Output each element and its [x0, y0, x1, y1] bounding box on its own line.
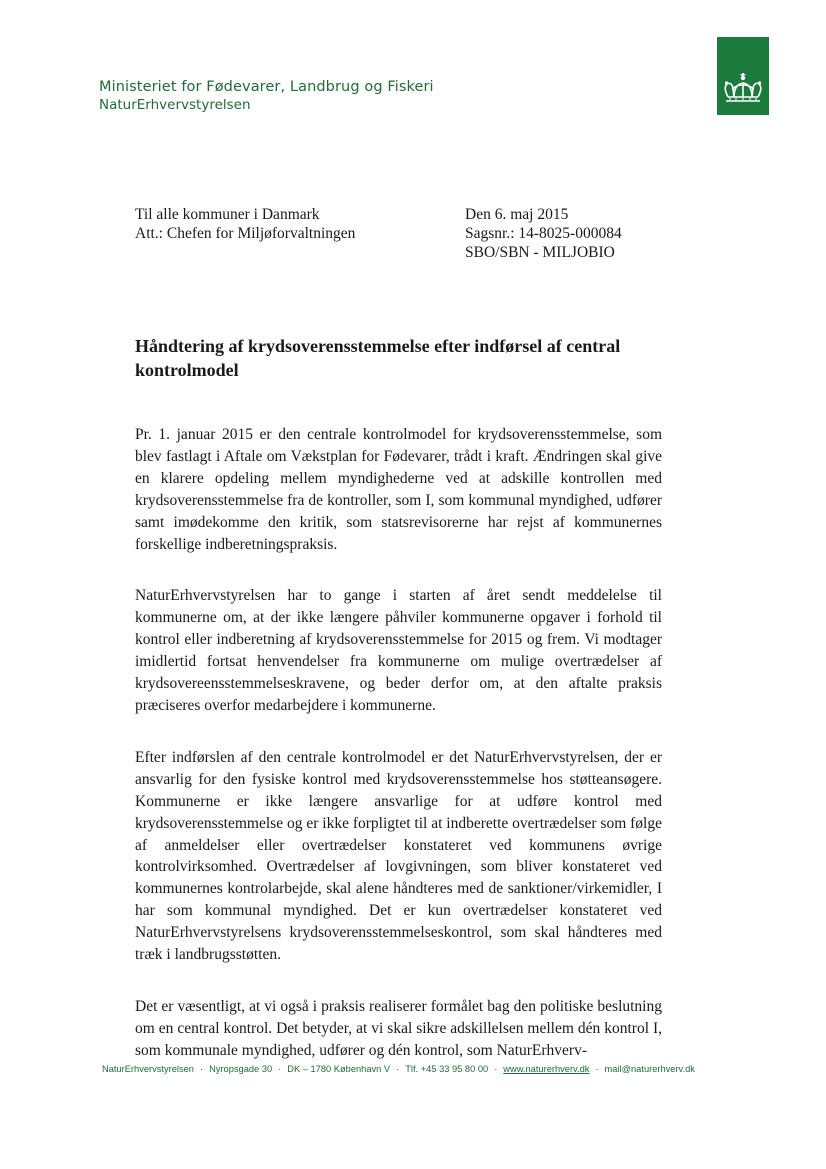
paragraph: Efter indførslen af den centrale kontrolmodel er det NaturErhvervstyrelsen, der er ansvarlig for den fysiske kontrol med krydsoverensstemmelse hos støtteansøgere. Kommunerne er ikke længere ansvarlige for at udføre kontrol med krydsoverensstemmelse og er ikke forpligtet til at indberette overtrædelser som følge af anmeldelser eller overtrædelser konstateret ved kommunens øvrige kontrolvirksomhed. Overtrædelser af lovgivningen, som bliver konstateret ved kommunernes kontrolarbejde, skal alene håndteres med de sanktioner/virkemidler, I har som kommunal myndighed. Det er kun overtrædelser konstateret ved NaturErhvervstyrelsens krydsoverensstemmelseskontrol, som skal håndteres med træk i landbrugsstøtten.	[135, 748, 662, 964]
letter-title: Håndtering af krydsoverensstemmelse efter indførsel af central kontrolmodel	[135, 336, 621, 380]
recipient-line: Til alle kommuner i Danmark	[135, 206, 320, 223]
recipient-block	[135, 205, 355, 243]
recipient-attention: Att.: Chefen for Miljøforvaltningen	[135, 225, 356, 242]
letter-meta	[465, 205, 622, 262]
footer-street: Nyropsgade 30	[209, 1064, 273, 1074]
footer-separator: ·	[199, 1064, 204, 1074]
paragraph: NaturErhvervstyrelsen har to gange i starten af året sendt meddelelse til kommunerne om, at der ikke længere påhviler kommunerne opgaver i forhold til kontrol eller indberetning af krydsoverensstemmelse for 2015 og frem. Vi modtager imidlertid fortsat henvendelser fra kommunerne om mulige overtrædelser af krydsovereensstemmelseskravene, og beder derfor om, at den aftalte praksis præciseres overfor medarbejdere i kommunerne.	[135, 587, 662, 714]
case-number: Sagsnr.: 14-8025-000084	[465, 225, 622, 242]
footer-separator: ·	[278, 1064, 282, 1074]
paragraph: Det er væsentligt, at vi også i praksis realiserer formålet bag den politiske beslutning om en central kontrol. Det betyder, at vi skal sikre adskillelsen mellem dén kontrol I, som kommunale myndighed, udfører og dén kontrol, som NaturErhverv-	[135, 997, 662, 1059]
letter-date: Den 6. maj 2015	[465, 206, 569, 223]
footer-phone: Tlf. +45 33 95 80 00	[405, 1064, 489, 1074]
letter-body	[135, 424, 662, 1092]
reference-code: SBO/SBN - MILJOBIO	[465, 244, 615, 261]
footer-website-link[interactable]: www.naturerhverv.dk	[503, 1064, 590, 1074]
footer-separator: ·	[595, 1064, 599, 1074]
footer-separator: ·	[396, 1064, 400, 1074]
ministry-name: Ministeriet for Fødevarer, Landbrug og Fiskeri	[99, 79, 434, 95]
footer-city: DK – 1780 København V	[287, 1064, 391, 1074]
footer-separator: ·	[494, 1064, 498, 1074]
ministry-header	[99, 78, 434, 115]
royal-crown-icon	[717, 37, 769, 115]
footer-email-link[interactable]: mail@naturerhverv.dk	[604, 1064, 695, 1074]
paragraph: Pr. 1. januar 2015 er den centrale kontrolmodel for krydsoverensstemmelse, som blev fastlagt i Aftale om Vækstplan for Fødevarer, trådt i kraft. Ændringen skal give en klarere opdeling mellem myndighederne ved at adskille kontrollen med krydsoverensstemmelse fra de kontroller, som I, som kommunal myndighed, udfører samt imødekomme den kritik, som statsrevisorerne har rejst af kommunernes forskellige indberetningspraksis.	[135, 426, 662, 553]
page-footer	[102, 1064, 695, 1074]
agency-name: NaturErhvervstyrelsen	[99, 97, 251, 113]
footer-agency: NaturErhvervstyrelsen	[102, 1064, 194, 1074]
